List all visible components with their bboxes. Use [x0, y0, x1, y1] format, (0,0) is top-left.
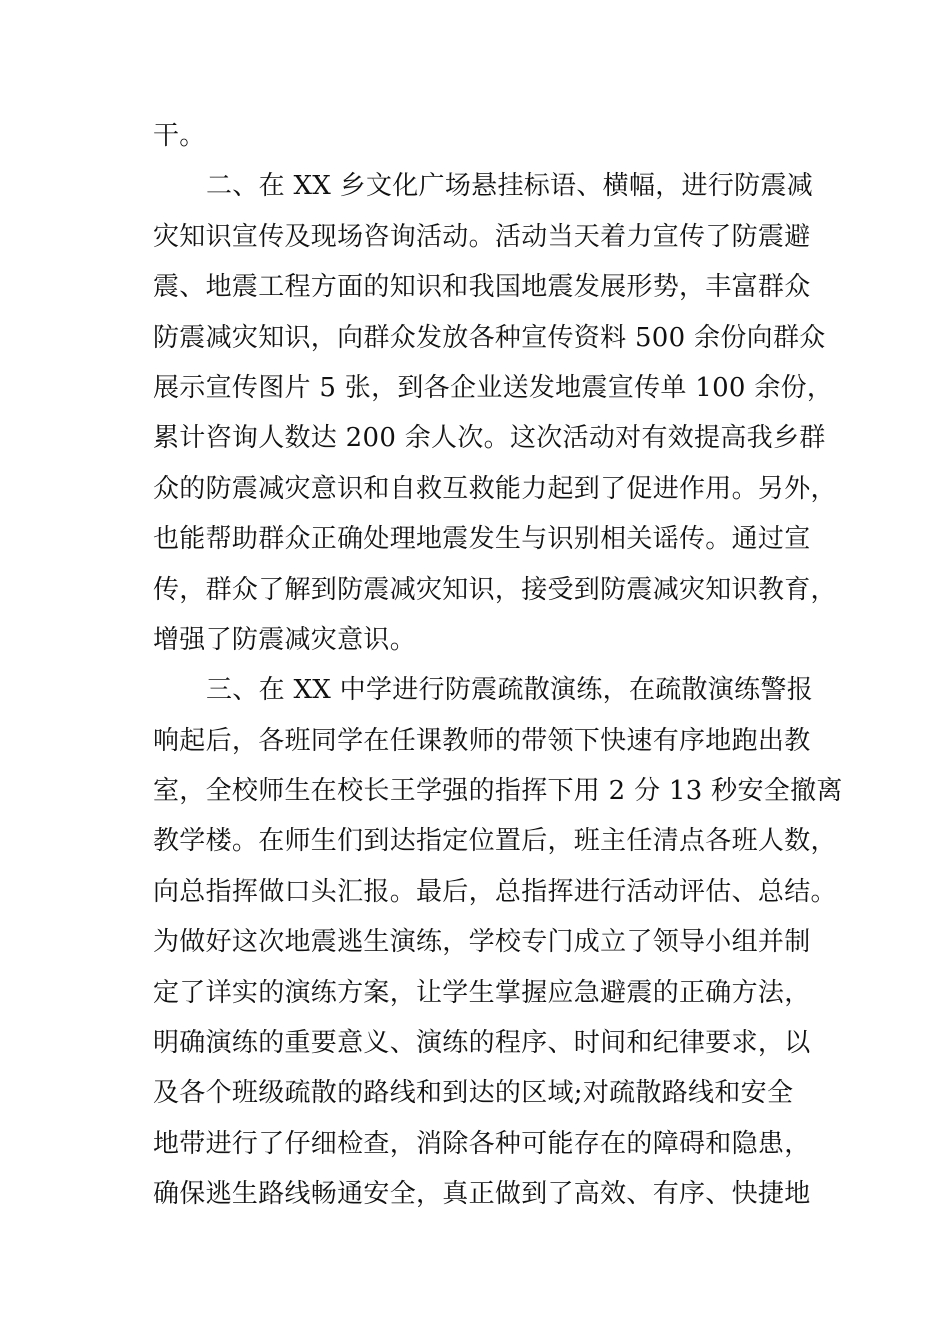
text-line: 定了详实的演练方案，让学生掌握应急避震的正确方法，: [153, 977, 811, 1008]
text-line: 干。: [153, 121, 206, 151]
text-line: 灾知识宣传及现场咨询活动。活动当天着力宣传了防震避: [153, 221, 811, 252]
text-line: 教学楼。在师生们到达指定位置后，班主任清点各班人数，: [153, 826, 837, 857]
text-line: 累计咨询人数达 200 余人次。这次活动对有效提高我乡群: [153, 423, 826, 454]
text-line: 也能帮助群众正确处理地震发生与识别相关谣传。通过宣: [153, 524, 811, 555]
text-line: 震、地震工程方面的知识和我国地震发展形势，丰富群众: [153, 272, 811, 303]
text-line: 明确演练的重要意义、演练的程序、时间和纪律要求，以: [153, 1028, 811, 1059]
text-line: 展示宣传图片 5 张，到各企业送发地震宣传单 100 余份，: [153, 372, 834, 403]
text-line: 响起后，各班同学在任课教师的带领下快速有序地跑出教: [153, 725, 811, 756]
text-line: 增强了防震减灾意识。: [153, 624, 417, 655]
text-line: 为做好这次地震逃生演练，学校专门成立了领导小组并制: [153, 927, 811, 958]
text-line: 地带进行了仔细检查，消除各种可能存在的障碍和隐患，: [153, 1128, 811, 1159]
text-line: 众的防震减灾意识和自救互救能力起到了促进作用。另外，: [153, 473, 837, 504]
text-line: 传，群众了解到防震减灾知识，接受到防震减灾知识教育，: [153, 574, 837, 605]
text-line: 防震减灾知识，向群众发放各种宣传资料 500 余份向群众: [153, 322, 826, 353]
text-line: 向总指挥做口头汇报。最后，总指挥进行活动评估、总结。: [153, 876, 837, 907]
paragraph-start-line: 二、在 XX 乡文化广场悬挂标语、横幅，进行防震减: [206, 171, 814, 202]
text-line: 确保逃生路线畅通安全，真正做到了高效、有序、快捷地: [153, 1179, 811, 1210]
text-line: 及各个班级疏散的路线和到达的区域;对疏散路线和安全: [153, 1078, 794, 1109]
text-line: 室，全校师生在校长王学强的指挥下用 2 分 13 秒安全撤离: [153, 776, 843, 807]
paragraph-start-line: 三、在 XX 中学进行防震疏散演练，在疏散演练警报: [206, 675, 814, 706]
body-text: [153, 111, 843, 1220]
